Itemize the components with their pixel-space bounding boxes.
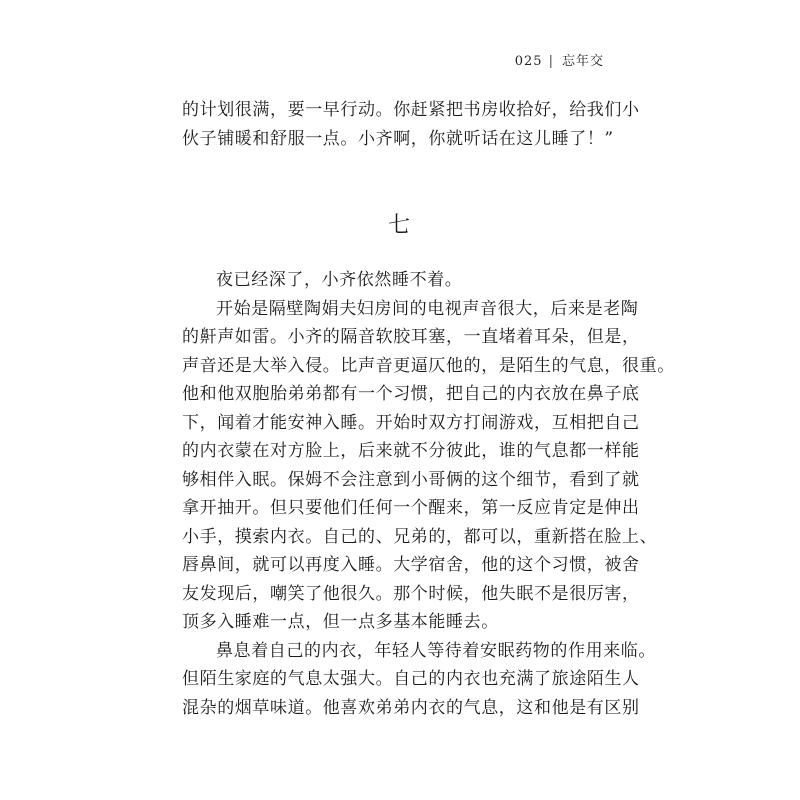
continuation-text: [182, 96, 640, 153]
text-line: 的鼾声如雷。小齐的隔音软胶耳塞，一直堵着耳朵，但是，: [182, 327, 640, 347]
running-head: [515, 50, 604, 69]
book-title: 忘年交: [561, 54, 604, 69]
chapter-body: [182, 266, 675, 722]
text-line: 拿开抽开。但只要他们任何一个醒来，第一反应肯定是伸出: [182, 498, 640, 518]
paragraph-first-line: 夜已经深了，小齐依然睡不着。: [216, 270, 463, 290]
page-number: 025: [514, 54, 543, 69]
text-line: 他和他双胞胎弟弟都有一个习惯，把自己的内衣放在鼻子底: [182, 384, 640, 404]
text-line: 够相伴入眠。保姆不会注意到小哥俩的这个细节，看到了就: [182, 469, 640, 490]
paragraph-first-line: 开始是隔壁陶娟夫妇房间的电视声音很大，后来是老陶: [216, 298, 639, 319]
text-line: 但陌生家庭的气息太强大。自己的内衣也充满了旅途陌生人: [182, 669, 640, 689]
text-line: 混杂的烟草味道。他喜欢弟弟内衣的气息，这和他是有区别: [182, 697, 640, 718]
text-line: 声音还是大举入侵。比声音更逼仄他的，是陌生的气息，很重。: [182, 355, 675, 376]
text-line: 下，闻着才能安神入睡。开始时双方打闹游戏，互相把自己: [182, 412, 640, 433]
text-line: 小手，摸索内衣。自己的、兄弟的，都可以，重新搭在脸上、: [182, 526, 658, 547]
text-line: 伙子铺暖和舒服一点。小齐啊，你就听话在这儿睡了！”: [182, 128, 614, 149]
text-line: 的计划很满，要一早行动。你赶紧把书房收拾好，给我们小: [182, 100, 640, 120]
text-line: 友发现后，嘲笑了他很久。那个时候，他失眠不是很厉害，: [182, 583, 640, 604]
text-line: 顶多入睡难一点，但一点多基本能睡去。: [182, 612, 499, 632]
paragraph-first-line: 鼻息着自己的内衣，年轻人等待着安眠药物的作用来临。: [216, 640, 656, 661]
chapter-heading: 七: [387, 213, 412, 238]
text-line: 的内衣蒙在对方脸上，后来就不分彼此，谁的气息都一样能: [182, 441, 640, 461]
header-separator: |: [548, 54, 554, 69]
text-line: 唇鼻间，就可以再度入睡。大学宿舍，他的这个习惯，被舍: [182, 555, 640, 575]
